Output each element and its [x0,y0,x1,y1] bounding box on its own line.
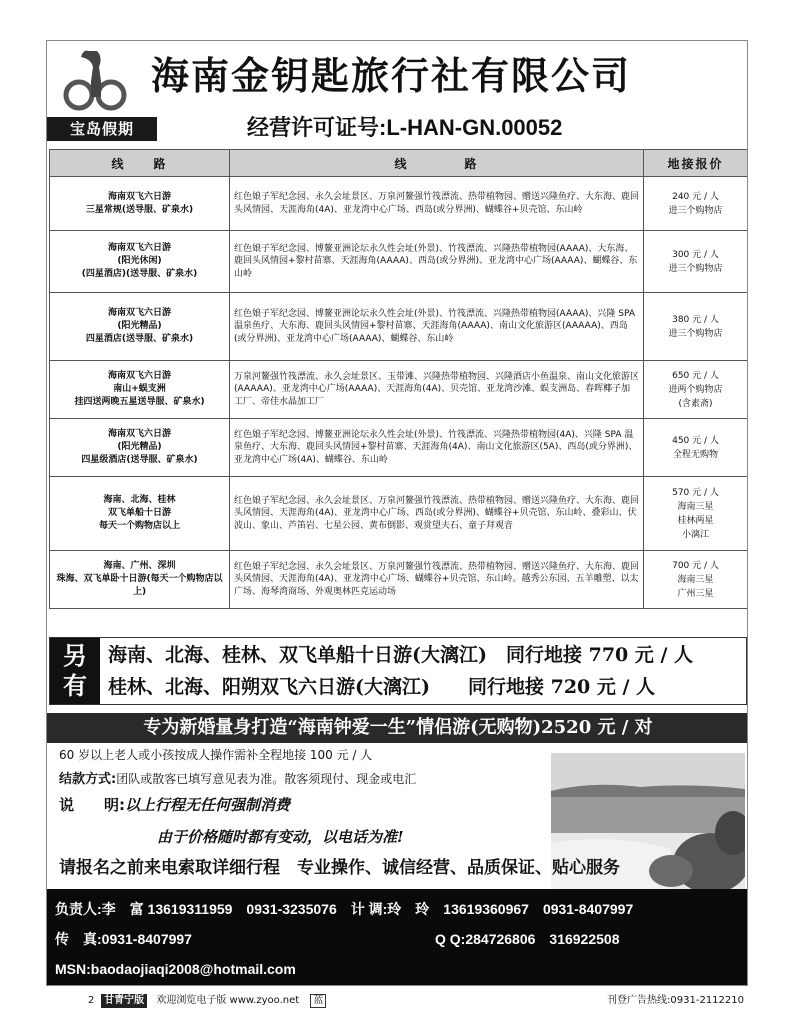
explain-line-2: 由于价格随时都有变动，以电话为准! [157,828,404,846]
explain-line-1: 以上行程无任何强制消费 [125,796,291,814]
shop-note: 进三个购物店 [668,205,723,216]
manager-contact [55,895,633,923]
key-logo-icon [61,47,133,113]
table-row [50,477,748,551]
shop-note: 进两个购物店 (含素斋) [668,384,723,409]
shop-note: 海南三星 广州三星 [677,574,714,599]
route-price: 570 元 / 人 [672,487,719,498]
honeymoon-banner: 专为新婚量身打造“海南钟爱一生”情侣游(无购物)2520 元 / 对 [47,713,748,743]
route-price-table [49,149,748,609]
table-row [50,551,748,609]
advertisement-page [46,40,748,986]
route-price: 300 元 / 人 [672,249,719,260]
route-detail: 红色娘子军纪念园、永久会址景区、万泉河鳌强竹筏漂流、热带植物园、赠送兴隆鱼疗、大东海、鹿回头风情园、天涯海角(4A)、亚龙湾中心广场、西岛(或分界洲)、蝴蝶谷+贝壳馆、东山岭、叠彩山、伏波山、象山、芦笛岩、七星公园、黄布倒影、观赏望夫石、童子拜观音 [230,477,644,551]
license-number: 经营许可证号:L-HAN-GN.00052 [247,115,563,140]
welcome-text: 欢迎浏览电子版 www.zyoo.net [156,995,300,1006]
route-price: 380 元 / 人 [672,314,719,325]
fax-qq-row [55,925,619,953]
manager-phone[interactable]: 负责人:李 富 13619311959 0931-3235076 [55,901,337,917]
extra-route-line-1: 海南、北海、桂林、双飞单船十日游(大漓江) 同行地接 770 元 / 人 [108,644,694,666]
route-price: 700 元 / 人 [672,560,719,571]
payment-text: 团队或散客已填写意见表为准。散客须现付、现金或电汇 [116,772,417,786]
ad-hotline: 刊登广告热线:0931-2112210 [607,995,744,1006]
msn-email[interactable]: MSN:baodaojiaqi2008@hotmail.com [55,961,296,977]
company-name: 海南金钥匙旅行社有限公司 [151,53,632,98]
table-header-row [50,150,748,177]
extra-route-line-2: 桂林、北海、阳朔双飞六日游(大漓江) 同行地接 720 元 / 人 [108,676,656,698]
route-name: 海南双飞六日游 (阳光精品) 四星级酒店(送导服、矿泉水) [50,419,230,477]
payment-note [59,769,416,790]
call-to-action: 请报名之前来电索取详细行程 专业操作、诚信经营、品质保证、贴心服务 [59,858,620,878]
table-row [50,293,748,361]
route-name: 海南双飞六日游 三星常规(送导服、矿泉水) [50,177,230,231]
extra-tag-char-1: 另 [63,642,87,670]
route-detail: 红色娘子军纪念园、永久会址景区、万泉河鳌强竹筏漂流、热带植物园、赠送兴隆鱼疗、大东海、鹿回头风情园、天涯海角(4A)、亚龙湾中心广场、西岛(或分界洲)、蝴蝶谷+贝壳馆、东山岭 [230,177,644,231]
extra-tag [50,638,100,704]
shop-note: 进三个购物店 [668,263,723,274]
extra-tag-char-2: 有 [63,672,87,700]
table-row [50,361,748,419]
shop-note: 海南三星 桂林两星 小漓江 [677,501,714,540]
brand-badge: 宝岛假期 [47,117,157,141]
route-price: 450 元 / 人 [672,435,719,446]
table-row [50,231,748,293]
header-price: 地接报价 [644,150,748,177]
route-name: 海南双飞六日游 (阳光精品) 四星酒店(送导服、矿泉水) [50,293,230,361]
edition-badge: 甘青宁版 [101,994,147,1008]
header-route-name: 线 路 [50,150,230,177]
shop-note: 全程无购物 [672,449,718,460]
fax-number[interactable]: 传 真:0931-8407997 [55,931,192,947]
header-route-detail: 线 路 [230,150,644,177]
page-number: 2 [88,995,95,1006]
qq-number[interactable]: Q Q:284726806 316922508 [435,931,620,947]
additional-routes-box [49,637,747,705]
route-price: 650 元 / 人 [672,370,719,381]
route-detail: 万泉河鳌强竹筏漂流、永久会址景区、玉带滩、兴隆热带植物园、兴隆酒店小鱼温泉、南山文化旅游区(AAAAA)、亚龙湾中心广场(AAAA)、天涯海角(4A)、贝壳馆、亚龙湾沙滩、蜈支洲岛、春晖椰子加工厂、帝佳水晶加工厂 [230,361,644,419]
route-detail: 红色娘子军纪念园、博鳌亚洲论坛永久性会址(外景)、竹筏漂流、兴隆热带植物园(4A)、兴隆 SPA 温泉鱼疗、大东海、鹿回头风情园+黎村苗寨、天涯海角(4A)、南山文化旅游区(5A)、西岛(或分界洲)、亚龙湾中心广场(4A)、蝴蝶谷、东山岭 [230,419,644,477]
table-row [50,419,748,477]
explain-label: 说 明: [59,796,125,814]
color-mark: 蓝 [310,994,326,1008]
explain-note [59,795,290,815]
route-name: 海南双飞六日游 (阳光休闲) (四星酒店)(送导服、矿泉水) [50,231,230,293]
table-row [50,177,748,231]
route-price: 240 元 / 人 [672,191,719,202]
route-detail: 红色娘子军纪念园、博鳌亚洲论坛永久性会址(外景)、竹筏漂流、兴隆热带植物园(AAAA)、兴隆 SPA 温泉鱼疗、大东海、鹿回头风情园+黎村苗寨、天涯海角(AAAA)、南山文化旅游区(AAAAA)、西岛(或分界洲)、亚龙湾中心广场(AAAA)、蝴蝶谷、东山岭 [230,293,644,361]
shop-note: 进三个购物店 [668,328,723,339]
page-footer [88,990,758,1012]
route-name: 海南、广州、深圳 珠海、双飞单卧十日游(每天一个购物店以上) [50,551,230,609]
dispatcher-phone[interactable]: 计 调:玲 玲 13619360967 0931-8407997 [350,901,634,917]
route-detail: 红色娘子军纪念园、永久会址景区、万泉河鳌强竹筏漂流、热带植物园、赠送兴隆鱼疗、大东海、鹿回头风情园、天涯海角(4A)、亚龙湾中心广场、蝴蝶谷+贝壳馆、东山岭。越秀公东园、五羊雕塑、以太广场、海琴湾商场、外观奥林匹克运动场 [230,551,644,609]
elder-note: 60 岁以上老人或小孩按成人操作需补全程地接 100 元 / 人 [59,748,373,762]
payment-label: 结款方式: [59,772,117,787]
route-name: 海南双飞六日游 南山+蜈支洲 挂四送两晚五星送导服、矿泉水) [50,361,230,419]
route-name: 海南、北海、桂林 双飞单船十日游 每天一个购物店以上 [50,477,230,551]
contact-bar [47,889,748,986]
route-detail: 红色娘子军纪念园、博鳌亚洲论坛永久性会址(外景)、竹筏漂流、兴隆热带植物园(AAAA)、大东海、鹿回头风情园+黎村苗寨、天涯海角(AAAA)、西岛(或分界洲)、亚龙湾中心广场(AAAA)、蝴蝶谷、东山岭 [230,231,644,293]
